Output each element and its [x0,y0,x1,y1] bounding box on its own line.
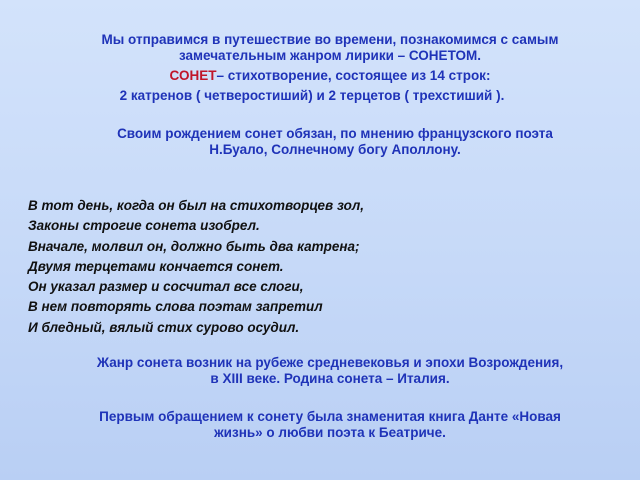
sonnet-structure: 2 катренов ( четверостиший) и 2 терцетов ( трехстиший ). [119,88,505,103]
origin-paragraph [50,126,620,158]
dante-line-1: Первым обращением к сонету была знаменитая книга Данте «Новая [99,409,561,424]
poem-line: Он указал размер и сосчитал все слоги, [28,279,304,295]
genre-line-1: Жанр сонета возник на рубеже средневековья и эпохи Возрождения, [96,355,564,370]
poem-line: В тот день, когда он был на стихотворцев зол, [28,198,365,213]
poem-line: Вначале, молвил он, должно быть два катрена; [28,238,360,254]
origin-line-1: Своим рождением сонет обязан, по мнению французского поэта [117,126,553,141]
intro-paragraph [40,32,620,64]
intro-line-2: замечательным жанром лирики – СОНЕТОМ. [179,48,481,63]
intro-line-1: Мы отправимся в путешествие во времени, познакомимся с самым [101,32,559,47]
sonnet-definition-text: – стихотворение, состоящее из 14 строк: [216,68,491,83]
poem-line: В нем повторять слова поэтам запретил [28,299,323,315]
origin-line-2: Н.Буало, Солнечному богу Аполлону. [209,142,461,157]
poem-line: Двумя терцетами кончается сонет. [28,258,284,274]
sonnet-definition [40,68,620,84]
poem-quote [28,196,588,338]
poem-line: Законы строгие сонета изобрел. [28,218,260,234]
dante-line-2: жизнь» о любви поэта к Беатриче. [214,425,446,440]
dante-paragraph [30,409,630,441]
genre-line-2: в XIII веке. Родина сонета – Италия. [210,371,450,386]
genre-paragraph [30,355,630,387]
poem-line: И бледный, вялый стих сурово осудил. [28,319,300,335]
sonnet-term: СОНЕТ [169,68,217,83]
